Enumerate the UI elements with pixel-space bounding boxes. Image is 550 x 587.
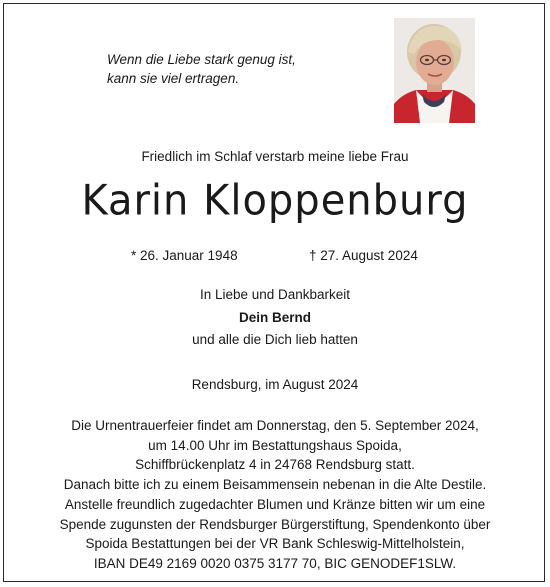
- motto-line-1: Wenn die Liebe stark genug ist,: [107, 52, 296, 67]
- mourners-line-2: Dein Bernd: [238, 310, 311, 325]
- donation-line: Anstelle freundlich zugedachter Blumen und Kränze bitten wir um eine: [64, 497, 486, 512]
- birth-date: * 26. Januar 1948: [131, 248, 238, 263]
- deceased-name: Karin Kloppenburg: [81, 176, 469, 226]
- motto: [107, 50, 296, 88]
- intro-text: Friedlich im Schlaf verstarb meine liebe Frau: [141, 149, 409, 164]
- mourners-line-1: In Liebe und Dankbarkeit: [199, 287, 351, 302]
- ceremony-line: Danach bitte ich zu einem Beisammensein nebenan in die Alte Destile.: [63, 476, 487, 492]
- death-date: † 27. August 2024: [309, 248, 418, 263]
- donation-line: Spende zugunsten der Rendsburger Bürgerstiftung, Spendenkonto über: [59, 516, 491, 532]
- ceremony-paragraph: [0, 416, 550, 494]
- ceremony-line: um 14.00 Uhr im Bestattungshaus Spoida,: [148, 437, 402, 453]
- ceremony-line: Schiffbrückenplatz 4 in 24768 Rendsburg statt.: [135, 457, 415, 472]
- motto-line-2: kann sie viel ertragen.: [107, 71, 240, 86]
- portrait-photo: [394, 18, 475, 123]
- donation-line: IBAN DE49 2169 0020 0375 3177 70, BIC GENODEF1SLW.: [93, 555, 457, 571]
- ceremony-line: Die Urnentrauerfeier findet am Donnerstag, den 5. September 2024,: [71, 418, 479, 433]
- donation-paragraph: [0, 495, 550, 573]
- donation-line: Spoida Bestattungen bei der VR Bank Schleswig-Mittelholstein,: [85, 536, 465, 551]
- place-and-date: Rendsburg, im August 2024: [191, 377, 359, 392]
- mourners-line-3: und alle die Dich lieb hatten: [192, 332, 358, 347]
